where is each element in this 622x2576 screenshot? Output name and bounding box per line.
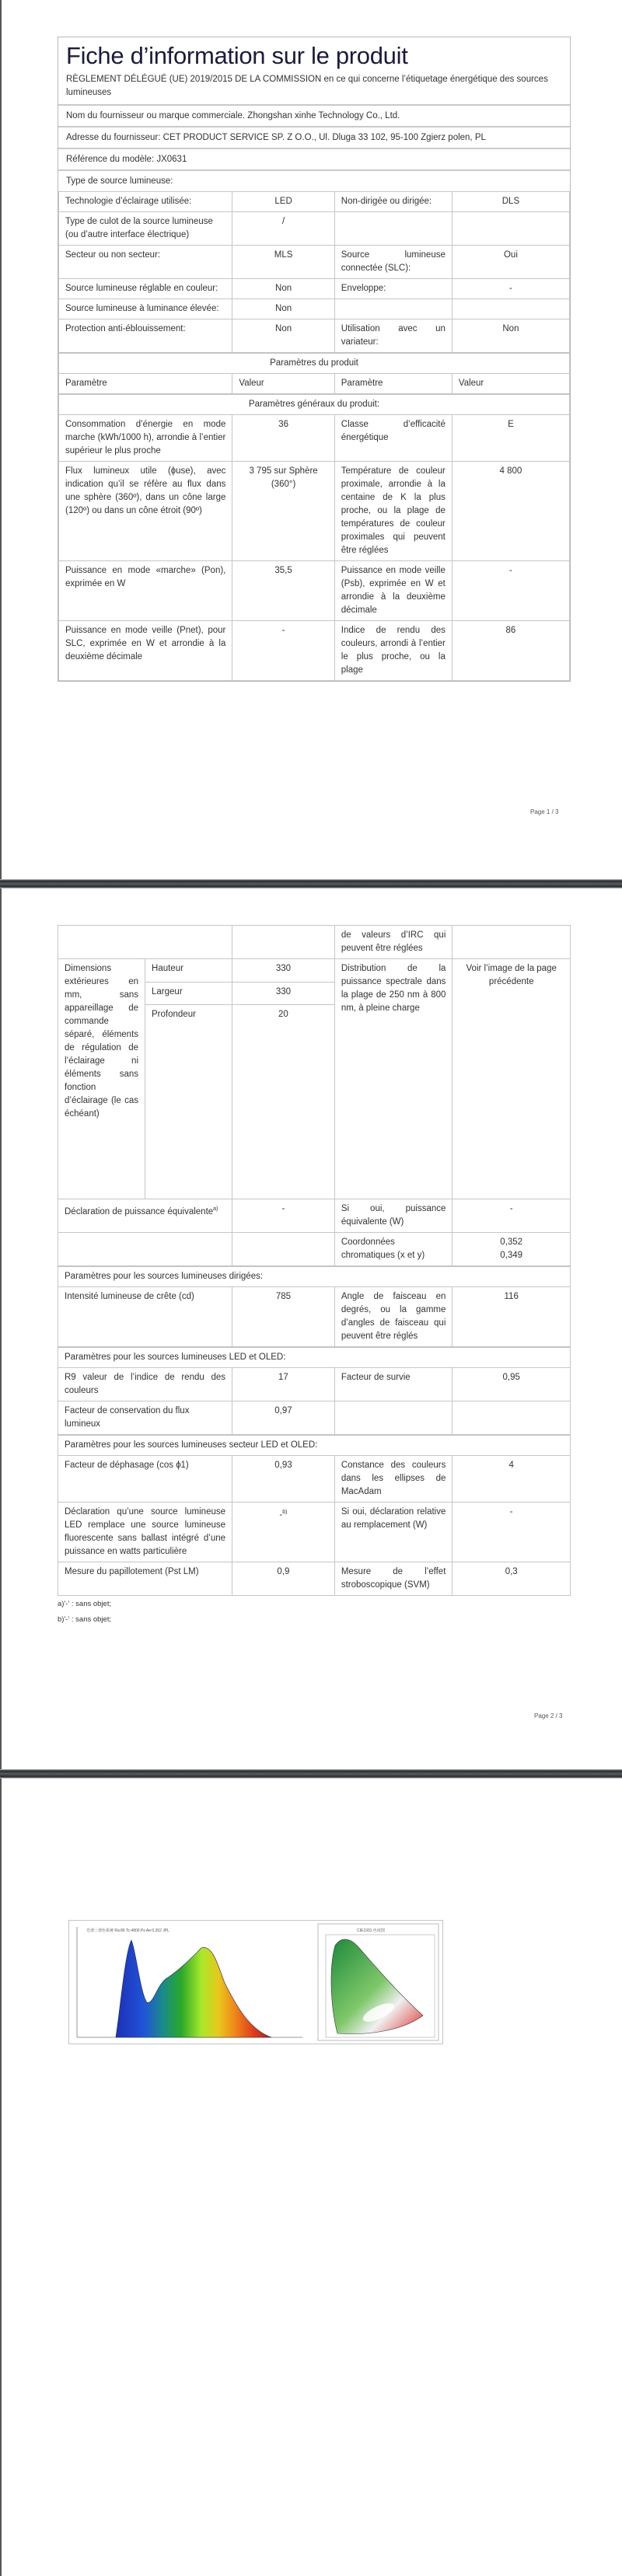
param-value: Oui	[452, 246, 569, 279]
empty-cell	[58, 926, 232, 959]
param-value	[452, 212, 569, 246]
product-sheet-continued	[58, 925, 571, 1625]
macadam-value: 4	[453, 1456, 571, 1503]
param-value: Non	[452, 319, 569, 354]
param-label: Flux lumineux utile (ɸuse), avec indication qu’il se réfère au flux dans une sphère (360º), dans un cône large (120º) ou dans un cône étroit (90º)	[59, 462, 232, 561]
col-param-1: Paramètre	[59, 374, 232, 395]
footnote-a: a)'-' : sans objet;	[58, 1600, 112, 1608]
width-label: Largeur	[145, 982, 232, 1005]
param-value: 35,5	[232, 561, 334, 621]
spectrum-title: 光谱三谱色系统 Ra:86 Tc:4800 Ps Ae:0.352 JPL	[86, 1929, 169, 1933]
strobe-label: Mesure de l’effet stroboscopique (SVM)	[334, 1562, 453, 1596]
replace-w-value: -	[453, 1503, 571, 1562]
product-params-heading: Paramètres du produit	[59, 353, 570, 374]
param-label: Type de culot de la source lumineuse (ou d’autre interface électrique)	[59, 212, 232, 246]
param-label: Source lumineuse réglable en couleur:	[59, 279, 232, 299]
flicker-value: 0,9	[232, 1562, 335, 1596]
gen-row	[59, 415, 570, 462]
ls-row	[59, 279, 570, 299]
cri-continuation: de valeurs d’IRC qui peuvent être réglées	[334, 926, 453, 959]
col-value-1: Valeur	[232, 374, 334, 395]
equiv-w-value: -	[453, 1199, 571, 1233]
param-label: Puissance en mode «marche» (Pon), exprimée en W	[59, 561, 232, 621]
peak-label: Intensité lumineuse de crête (cd)	[58, 1287, 232, 1348]
param-label: Température de couleur proximale, arrondie à la centaine de K la plus proche, ou la plage de températures de couleur proximales qui peuvent être réglées	[334, 462, 452, 561]
param-value: 4 800	[452, 462, 569, 561]
height-label: Hauteur	[145, 959, 232, 983]
param-value: -	[452, 561, 569, 621]
empty-cell	[453, 1401, 571, 1436]
directional-heading: Paramètres pour les sources lumineuses dirigées:	[58, 1266, 571, 1287]
empty-cell	[453, 926, 571, 959]
equiv-w-label: Si oui, puissance équivalente (W)	[334, 1199, 453, 1233]
macadam-label: Constance des couleurs dans les ellipses de MacAdam	[334, 1456, 453, 1503]
params-table-continued	[58, 925, 571, 1596]
depth-label: Profondeur	[145, 1005, 232, 1199]
product-sheet-header	[58, 37, 571, 682]
param-label	[334, 299, 452, 319]
ls-row	[59, 246, 570, 279]
gen-row	[59, 621, 570, 681]
param-label: Secteur ou non secteur:	[59, 246, 232, 279]
param-label: Protection anti-éblouissement:	[59, 319, 232, 354]
param-label: Source lumineuse à luminance élevée:	[59, 299, 232, 319]
gen-row	[59, 561, 570, 621]
footnote-b: b)'-' : sans objet;	[58, 1615, 112, 1624]
param-value: E	[452, 415, 569, 462]
param-value: -	[232, 621, 334, 681]
flicker-label: Mesure du papillotement (Pst LM)	[58, 1562, 232, 1596]
page-number: Page 1 / 3	[530, 808, 559, 815]
param-value: MLS	[232, 246, 334, 279]
r9-label: R9 valeur de l’indice de rendu des couleurs	[58, 1368, 232, 1401]
chroma-label: Coordonnées chromatiques (x et y)	[334, 1233, 453, 1267]
chroma-x: 0,352	[500, 1237, 523, 1247]
spectral-value: Voir l’image de la page précédente	[453, 959, 571, 1199]
empty-cell	[334, 1401, 453, 1436]
replace-footnote-ref: b)	[282, 1510, 288, 1515]
param-value	[452, 299, 569, 319]
empty-cell	[58, 1233, 232, 1267]
page-1	[2, 0, 622, 878]
spectrum-curve	[116, 1940, 271, 2037]
param-label: Utilisation avec un variateur:	[334, 319, 452, 354]
param-value: DLS	[452, 192, 569, 212]
ls-row	[59, 299, 570, 319]
page-separator	[0, 1769, 622, 1778]
col-param-2: Paramètre	[334, 374, 452, 395]
width-value: 330	[232, 982, 335, 1005]
ls-row	[59, 192, 570, 212]
replace-value	[232, 1503, 335, 1562]
param-label: Technologie d’éclairage utilisée:	[59, 192, 232, 212]
param-value: 86	[452, 621, 569, 681]
height-value: 330	[232, 959, 335, 983]
supplier-address: Adresse du fournisseur: CET PRODUCT SERVICE SP. Z O.O., Ul. Dluga 33 102, 95-100 Zgierz polen, PL	[58, 126, 570, 148]
survival-value: 0,95	[453, 1368, 571, 1401]
equiv-label	[58, 1199, 232, 1233]
param-label: Enveloppe:	[334, 279, 452, 299]
phase-value: 0,93	[232, 1456, 335, 1503]
equiv-label-text: Déclaration de puissance équivalente	[65, 1206, 214, 1216]
beam-value: 116	[453, 1287, 571, 1348]
flux-maint-value: 0,97	[232, 1401, 335, 1436]
replace-value-text: -	[279, 1510, 283, 1520]
depth-value: 20	[232, 1005, 335, 1199]
led-heading: Paramètres pour les sources lumineuses LED et OLED:	[58, 1347, 571, 1368]
spectral-label: Distribution de la puissance spectrale dans la plage de 250 nm à 800 nm, à pleine charge	[334, 959, 453, 1199]
replace-label: Déclaration qu’une source lumineuse LED remplace une source lumineuse fluorescente sans ballast intégré d’une puissance en watts particulière	[58, 1503, 232, 1562]
param-value: Non	[232, 279, 334, 299]
chroma-y: 0,349	[500, 1251, 523, 1260]
empty-cell	[232, 926, 335, 959]
survival-label: Facteur de survie	[334, 1368, 453, 1401]
page-3	[2, 1778, 622, 2576]
param-label: Indice de rendu des couleurs, arrondi à l’entier le plus proche, ou la plage	[334, 621, 452, 681]
empty-cell	[232, 1233, 335, 1267]
param-value: LED	[232, 192, 334, 212]
cie-title: CIE1931 色度图	[357, 1929, 385, 1933]
phase-label: Facteur de déphasage (cos ɸ1)	[58, 1456, 232, 1503]
flux-maint-label: Facteur de conservation du flux lumineux	[58, 1401, 232, 1436]
param-label: Classe d’efficacité énergétique	[334, 415, 452, 462]
model-reference: Référence du modèle: JX0631	[58, 148, 570, 169]
regulation-text: RÈGLEMENT DÉLÉGUÉ (UE) 2019/2015 DE LA COMMISSION en ce qui concerne l’étiquetage énergétique des sources lumineuses	[66, 75, 548, 97]
supplier-name: Nom du fournisseur ou marque commerciale. Zhongshan xinhe Technology Co., Ltd.	[58, 104, 570, 126]
param-label	[334, 212, 452, 246]
param-value: -	[452, 279, 569, 299]
equiv-footnote-ref: a)	[213, 1206, 218, 1212]
param-value: Non	[232, 299, 334, 319]
spectral-figure-svg	[69, 1921, 442, 2044]
ls-row	[59, 319, 570, 354]
page-separator	[0, 879, 622, 888]
param-label: Consommation d’énergie en mode marche (kWh/1000 h), arrondie à l’entier supérieur le plus proche	[59, 415, 232, 462]
light-source-type-heading: Type de source lumineuse:	[58, 169, 570, 191]
param-value: /	[232, 212, 334, 246]
replace-w-label: Si oui, déclaration relative au remplacement (W)	[334, 1503, 453, 1562]
spectral-figure	[68, 1920, 443, 2044]
ls-row	[59, 212, 570, 246]
dimensions-label: Dimensions extérieures en mm, sans appareillage de commande séparé, éléments de régulation de l’éclairage ni éléments sans fonction d’éclairage (le cas échéant)	[58, 959, 145, 1199]
light-source-table	[58, 191, 570, 681]
param-value: Non	[232, 319, 334, 354]
beam-label: Angle de faisceau en degrés, ou la gamme d’angles de faisceau qui peuvent être réglés	[334, 1287, 453, 1348]
gen-row	[59, 462, 570, 561]
col-value-2: Valeur	[452, 374, 569, 395]
chroma-values	[453, 1233, 571, 1267]
param-label: Source lumineuse connectée (SLC):	[334, 246, 452, 279]
r9-value: 17	[232, 1368, 335, 1401]
param-value: 36	[232, 415, 334, 462]
page-number: Page 2 / 3	[534, 1712, 563, 1719]
param-value: 3 795 sur Sphère (360°)	[232, 462, 334, 561]
param-label: Non-dirigée ou dirigée:	[334, 192, 452, 212]
general-params-heading: Paramètres généraux du produit:	[59, 394, 570, 415]
page-2	[2, 888, 622, 1768]
mains-heading: Paramètres pour les sources lumineuses secteur LED et OLED:	[58, 1435, 571, 1456]
param-label: Puissance en mode veille (Psb), exprimée en W et arrondie à la deuxième décimale	[334, 561, 452, 621]
peak-value: 785	[232, 1287, 335, 1348]
param-label: Puissance en mode veille (Pnet), pour SLC, exprimée en W et arrondie à la deuxième décimale	[59, 621, 232, 681]
strobe-value: 0,3	[453, 1562, 571, 1596]
equiv-value: -	[232, 1199, 335, 1233]
document-title: Fiche d’information sur le produit	[66, 42, 408, 69]
